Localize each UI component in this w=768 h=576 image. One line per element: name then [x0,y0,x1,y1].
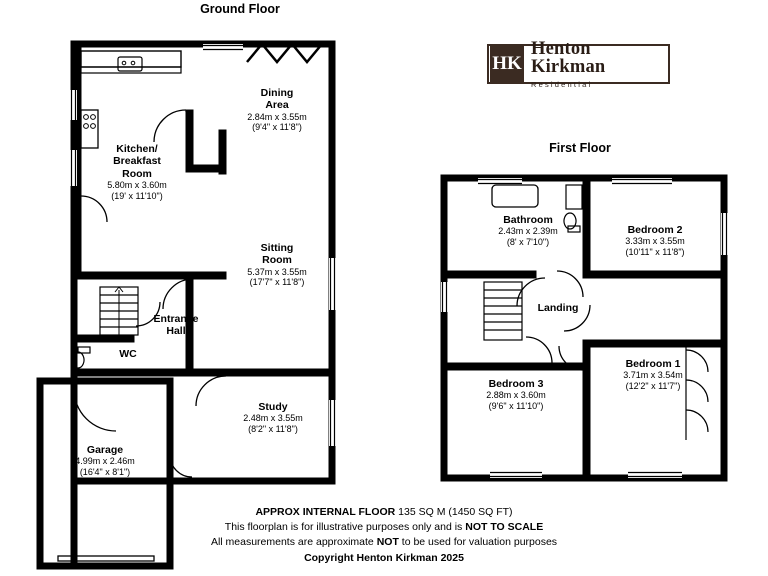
room-imperial: (12'2" x 11'7") [625,380,681,391]
room-imperial: (17'7" x 11'8") [249,277,305,288]
footer-line-1 [0,505,768,520]
room-name: Bedroom 2 [627,224,683,236]
room-label-entrance-hall [128,313,224,338]
room-metric: 3.33m x 3.55m [625,236,685,247]
footer-disclaimer [0,505,768,566]
room-metric: 5.37m x 3.55m [247,266,307,277]
room-name: WC [119,348,137,360]
room-name: Landing [537,302,579,314]
room-label-study [218,401,328,435]
room-label-kitchen-breakfast [83,143,191,201]
room-name: Bedroom 1 [625,358,681,370]
first-floor-title: First Floor [549,141,611,155]
room-metric: 2.88m x 3.60m [486,390,546,401]
room-metric: 2.84m x 3.55m [247,111,307,122]
room-imperial: (8' x 7'10") [506,236,550,247]
room-name: Dining Area [260,87,294,112]
footer-line2-b: NOT TO SCALE [465,521,544,534]
room-imperial: (19' x 11'10") [111,190,163,201]
room-imperial: (10'11" x 11'8") [625,246,685,257]
footer-area-label: APPROX INTERNAL FLOOR [255,506,396,518]
room-metric: 2.43m x 2.39m [498,226,558,237]
footer-line3-b: NOT [376,536,399,549]
logo-monogram: HK [490,46,524,82]
footer-area-value: 135 SQ M (1450 SQ FT) [398,506,513,518]
footer-line-2 [0,520,768,535]
room-name: Garage [86,444,124,456]
room-label-garage [52,444,158,478]
room-name: Entrance Hall [153,313,199,338]
room-metric: 5.80m x 3.60m [107,180,167,191]
room-label-bedroom-1 [598,358,708,392]
room-label-bedroom-3 [461,378,571,412]
room-metric: 4.99m x 2.46m [75,456,135,467]
footer-line-3 [0,535,768,550]
room-metric: 2.48m x 3.55m [243,413,303,424]
room-name: Bedroom 3 [488,378,544,390]
room-imperial: (9'4" x 11'8") [252,122,302,133]
room-name: Study [258,401,288,413]
room-label-wc [88,348,168,360]
room-label-dining-area [222,87,332,133]
ground-floor-title: Ground Floor [200,2,280,16]
room-label-sitting-room [222,242,332,288]
room-label-bedroom-2 [600,224,710,258]
footer-line3-a: All measurements are approximate [210,536,377,549]
henton-kirkman-logo [487,38,670,89]
room-name: Bathroom [503,214,553,226]
room-metric: 3.71m x 3.54m [623,370,683,381]
room-label-landing [508,302,608,314]
room-imperial: (9'6" x 11'10") [488,400,544,411]
room-label-bathroom [475,214,581,248]
room-imperial: (8'2" x 11'8") [248,423,298,434]
logo-name: Henton Kirkman [531,38,606,77]
footer-line2-a: This floorplan is for illustrative purposes only and is [224,521,466,534]
room-name: Sitting Room [260,242,294,267]
room-name: Kitchen/ Breakfast Room [113,143,161,180]
room-imperial: (16'4" x 8'1") [79,466,131,477]
logo-subtitle: Residential [531,79,593,89]
footer-line3-c: to be used for valuation purposes [398,536,558,549]
footer-copyright: Copyright Henton Kirkman 2025 [304,551,464,564]
